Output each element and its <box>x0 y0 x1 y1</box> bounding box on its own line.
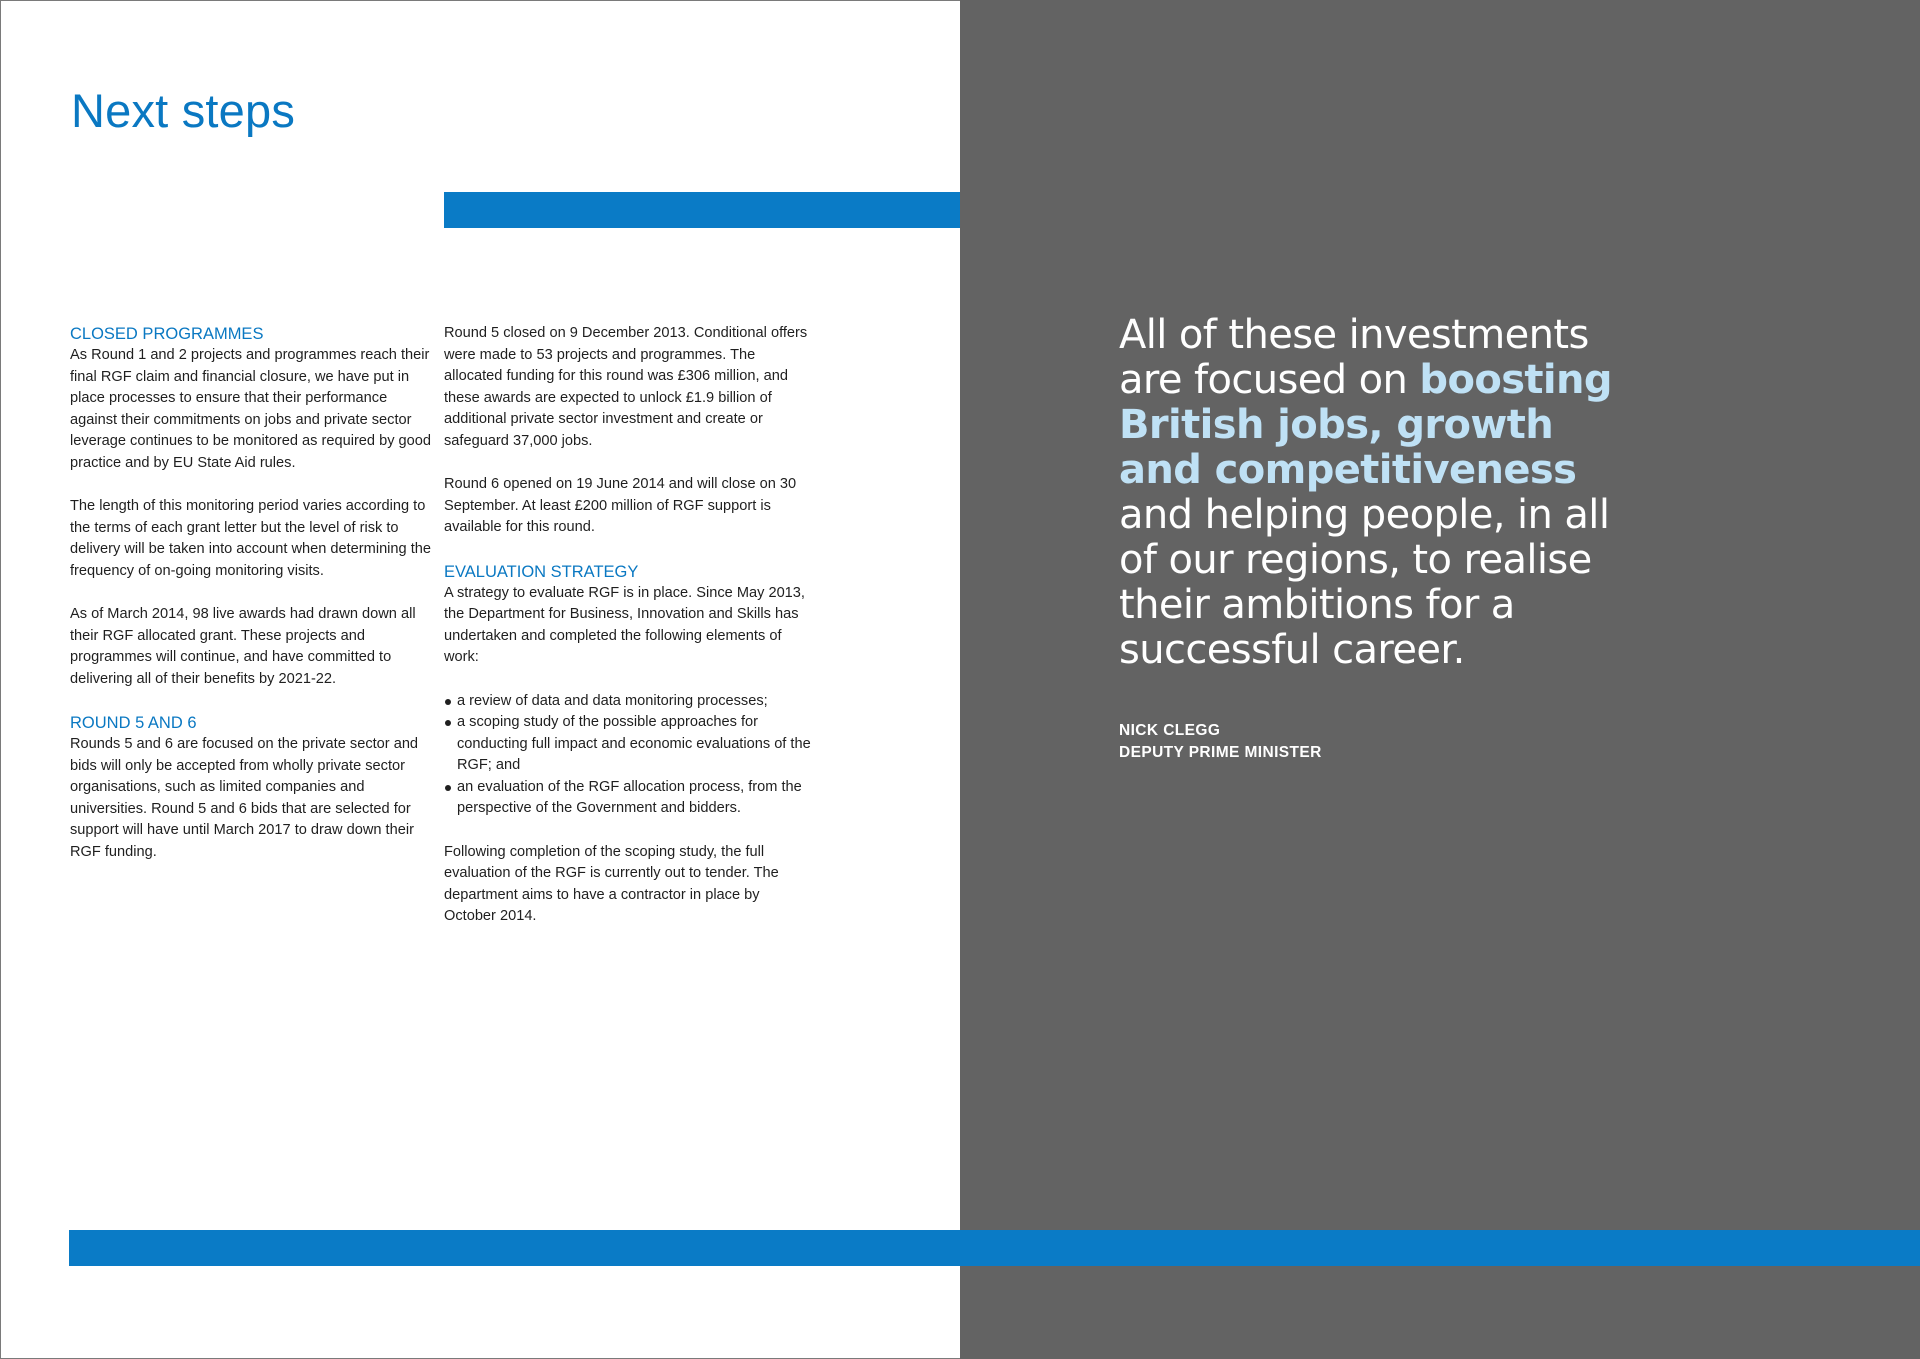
author-name: NICK CLEGG <box>1119 722 1221 739</box>
bottom-accent-bar <box>69 1230 1920 1266</box>
paragraph: A strategy to evaluate RGF is in place. Since May 2013, the Department for Business, Innovation and Skills has undertaken and completed the following elements of work: <box>444 584 805 666</box>
paragraph: Rounds 5 and 6 are focused on the private sector and bids will only be accepted from wholly private sector organisations, such as limited companies and universities. Round 5 and 6 bids that are selected for support will have until March 2017 to draw down their RGF funding. <box>70 736 419 861</box>
section-evaluation-strategy <box>444 561 814 929</box>
paragraph: As Round 1 and 2 projects and programmes reach their final RGF claim and financial closure, we have put in place processes to ensure that their performance against their commitments on jobs and private sector leverage continues to be monitored as required by good practice and by EU State Aid rules. <box>70 347 432 471</box>
quote-attribution <box>1119 720 1322 764</box>
right-column <box>444 323 814 928</box>
section-round-5-and-6 <box>70 712 435 864</box>
quote-text: and helping people, in all of our regions, to realise their ambitions for a successful career. <box>1119 492 1610 673</box>
quote-text: All of these investments are focused on <box>1119 312 1589 403</box>
right-page-panel <box>960 0 1920 1359</box>
quote-highlight: boosting British jobs, growth and competitiveness <box>1119 357 1612 493</box>
bullet-list <box>444 691 814 821</box>
pull-quote <box>1119 313 1639 673</box>
paragraph: As of March 2014, 98 live awards had drawn down all their RGF allocated grant. These projects and programmes will continue, and have committed to delivering all of their benefits by 2021-22. <box>70 606 416 687</box>
paragraph: Round 6 opened on 19 June 2014 and will close on 30 September. At least £200 million of RGF support is available for this round. <box>444 476 797 536</box>
heading-closed-programmes: CLOSED PROGRAMMES <box>70 325 264 343</box>
left-column <box>70 323 435 864</box>
heading-round-5-and-6: ROUND 5 AND 6 <box>70 714 197 733</box>
paragraph: Following completion of the scoping study, the full evaluation of the RGF is currently out to tender. The department aims to have a contractor in place by October 2014. <box>444 843 779 925</box>
list-item: a scoping study of the possible approaches for conducting full impact and economic evaluations of the RGF; and <box>444 712 814 777</box>
page-title: Next steps <box>71 84 296 137</box>
section-closed-programmes <box>70 323 435 691</box>
author-role: DEPUTY PRIME MINISTER <box>1119 744 1322 761</box>
heading-evaluation-strategy: EVALUATION STRATEGY <box>444 562 639 581</box>
list-item: an evaluation of the RGF allocation process, from the perspective of the Government and bidders. <box>444 777 814 820</box>
top-accent-bar <box>444 192 961 228</box>
paragraph: The length of this monitoring period varies according to the terms of each grant letter but the level of risk to delivery will be taken into account when determining the frequency of on-going monitoring visits. <box>70 498 431 579</box>
paragraph: Round 5 closed on 9 December 2013. Conditional offers were made to 53 projects and programmes. The allocated funding for this round was £306 million, and these awards are expected to unlock £1.9 billion of additional private sector investment and create or safeguard 37,000 jobs. <box>444 325 808 449</box>
list-item: a review of data and data monitoring processes; <box>444 691 814 713</box>
